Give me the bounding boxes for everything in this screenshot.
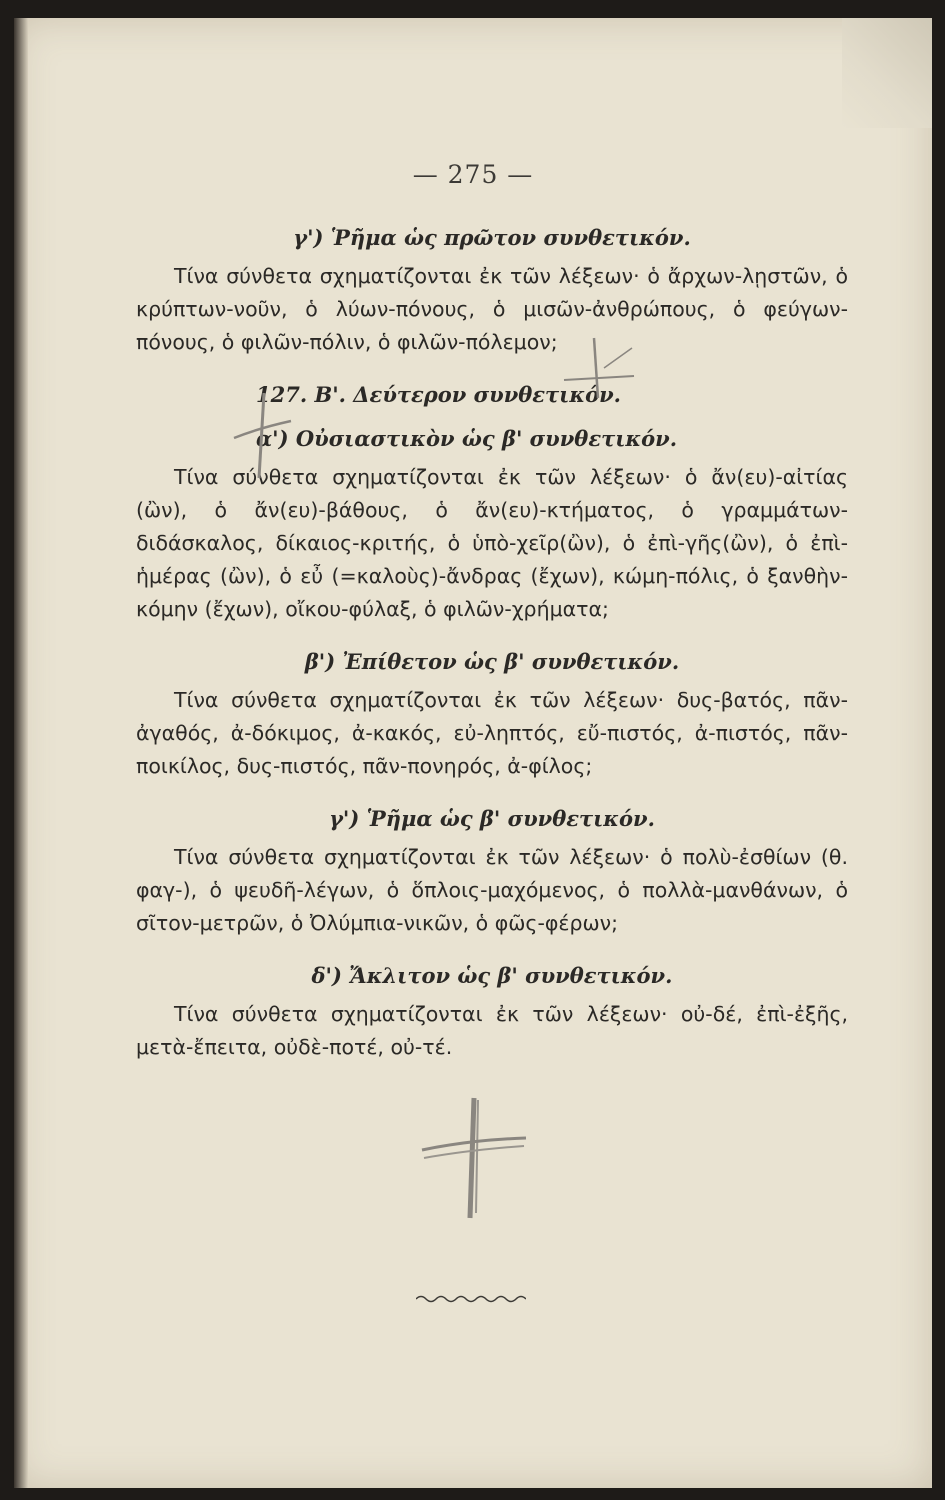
pencil-cross-mark-left: [229, 383, 309, 493]
section-heading-adjective-second: β') Ἐπίθετον ὡς β' συνθετικόν.: [304, 649, 680, 674]
section-paragraph-noun-second: Τίνα σύνθετα σχηματίζονται ἐκ τῶν λέξεων· ὁ ἄν(ευ)-αἰτίας (ὢν), ὁ ἄν(ευ)-βάθους, ὁ ἄν(ευ)-κτήματος, ὁ γραμμάτων-διδάσκαλος, δίκαιος-κριτής, ὁ ὑπὸ-χεῖρ(ὢν), ὁ ἐπὶ-γῆς(ὢν), ὁ ἐπὶ-ἡμέρας (ὢν), ὁ εὖ (=καλοὺς)-ἄνδρας (ἔχων), κώμη-πόλις, ὁ ξανθὴν-κόμην (ἔχων), οἴκου-φύλαξ, ὁ φιλῶν-χρήματα;: [136, 465, 848, 621]
section-paragraph-verb-second: Τίνα σύνθετα σχηματίζονται ἐκ τῶν λέξεων· ὁ πολὺ-ἐσθίων (θ. φαγ-), ὁ ψευδῆ-λέγων, ὁ ὅπλοις-μαχόμενος, ὁ πολλὰ-μανθάνων, ὁ σῖτον-μετρῶν, ὁ Ὀλύμπια-νικῶν, ὁ φῶς-φέρων;: [136, 845, 848, 935]
section-paragraph-verb-first: Τίνα σύνθετα σχηματίζονται ἐκ τῶν λέξεων· ὁ ἄρχων-λῃστῶν, ὁ κρύπτων-νοῦν, ὁ λύων-πόνους, ὁ μισῶν-ἀνθρώπους, ὁ φεύγων-πόνους, ὁ φιλῶν-πόλιν, ὁ φιλῶν-πόλεμον;: [136, 264, 848, 354]
folded-corner: [842, 18, 932, 128]
end-ornament: [416, 1294, 526, 1304]
page-number: — 275 —: [412, 160, 534, 189]
section-heading-verb-second: γ') Ῥῆμα ὡς β' συνθετικόν.: [329, 806, 655, 831]
pencil-cross-mark-top: [554, 328, 644, 408]
section-heading-verb-first: γ') Ῥῆμα ὡς πρῶτον συνθετικόν.: [293, 225, 691, 250]
page-body: [136, 216, 848, 1064]
section-paragraph-adjective-second: Τίνα σύνθετα σχηματίζονται ἐκ τῶν λέξεων· δυς-βατός, πᾶν-ἀγαθός, ἀ-δόκιμος, ἀ-κακός, εὐ-ληπτός, εὔ-πιστός, ἀ-πιστός, πᾶν-ποικίλος, δυς-πιστός, πᾶν-πονηρός, ἀ-φίλος;: [136, 688, 848, 778]
section-heading-127: 127. Β'. Δεύτερον συνθετικόν.: [256, 382, 621, 407]
pencil-cross-mark-bottom: [414, 1088, 534, 1228]
section-paragraph-indeclinable-second: Τίνα σύνθετα σχηματίζονται ἐκ τῶν λέξεων· οὐ-δέ, ἐπὶ-ἐξῆς, μετὰ-ἔπειτα, οὐδὲ-ποτέ, οὐ-τέ.: [136, 1002, 848, 1059]
section-heading-noun-second: α') Οὐσιαστικὸν ὡς β' συνθετικόν.: [256, 426, 678, 451]
binding-edge: [14, 18, 28, 1488]
paper-sheet: [14, 18, 932, 1488]
section-heading-indeclinable-second: δ') Ἄκλιτον ὡς β' συνθετικόν.: [311, 963, 673, 988]
